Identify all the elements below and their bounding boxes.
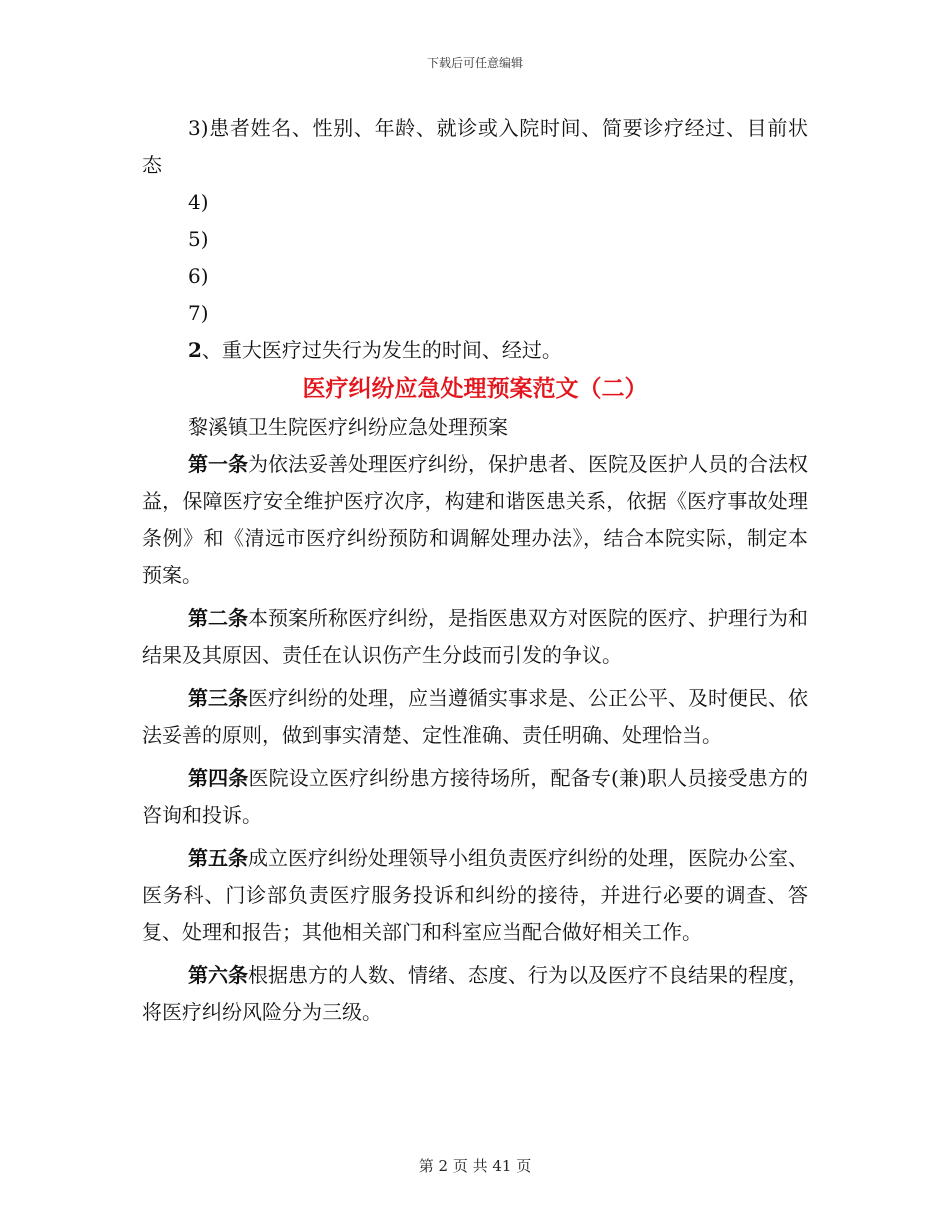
article-text: 医疗纠纷的处理，应当遵循实事求是、公正公平、及时便民、依法妥善的原则，做到事实清楚、定性准确、责任明确、处理恰当。 — [142, 686, 808, 747]
article-text: 医院设立医疗纠纷患方接待场所，配备专(兼)职人员接受患方的咨询和投诉。 — [142, 766, 809, 827]
article-label: 第四条 — [188, 766, 249, 790]
section-subtitle: 黎溪镇卫生院医疗纠纷应急处理预案 — [188, 415, 508, 439]
article-label: 第一条 — [188, 452, 248, 476]
article-2 — [142, 600, 808, 674]
article-text: 为依法妥善处理医疗纠纷，保护患者、医院及医护人员的合法权益，保障医疗安全维护医疗次序，构建和谐医患关系，依据《医疗事故处理条例》和《清远市医疗纠纷预防和调解处理办法》，结合本院实际，制定本预案。 — [142, 452, 808, 587]
article-6 — [142, 957, 808, 1031]
page-number-footer: 第 2 页 共 41 页 — [418, 1157, 532, 1175]
article-label: 第五条 — [188, 846, 248, 870]
list-item-3: 3)患者姓名、性别、年龄、就诊或入院时间、简要诊疗经过、目前状态 — [142, 116, 808, 177]
document-body — [142, 110, 808, 1031]
article-4 — [142, 760, 808, 834]
article-1 — [142, 446, 808, 594]
point-2-number: 2 — [188, 338, 202, 362]
article-label: 第二条 — [188, 606, 248, 630]
article-3 — [142, 680, 808, 754]
article-label: 第六条 — [188, 963, 248, 987]
point-2-text: 、重大医疗过失行为发生的时间、经过。 — [201, 338, 562, 362]
article-text: 根据患方的人数、情绪、态度、行为以及医疗不良结果的程度，将医疗纠纷风险分为三级。 — [142, 963, 808, 1024]
article-text: 成立医疗纠纷处理领导小组负责医疗纠纷的处理，医院办公室、医务科、门诊部负责医疗服务投诉和纠纷的接待，并进行必要的调查、答复、处理和报告；其他相关部门和科室应当配合做好相关工作。 — [142, 846, 808, 944]
header-note: 下载后可任意编辑 — [426, 56, 523, 70]
section-title: 医疗纠纷应急处理预案范文（二） — [302, 375, 648, 402]
article-5 — [142, 840, 808, 951]
list-item-7: 7) — [188, 301, 209, 325]
point-2 — [142, 332, 808, 369]
list-item-6: 6) — [188, 264, 209, 288]
article-text: 本预案所称医疗纠纷，是指医患双方对医院的医疗、护理行为和结果及其原因、责任在认识伤产生分歧而引发的争议。 — [142, 606, 808, 667]
article-label: 第三条 — [188, 686, 248, 710]
list-item-4: 4) — [188, 190, 209, 214]
list-item-5: 5) — [188, 227, 209, 251]
